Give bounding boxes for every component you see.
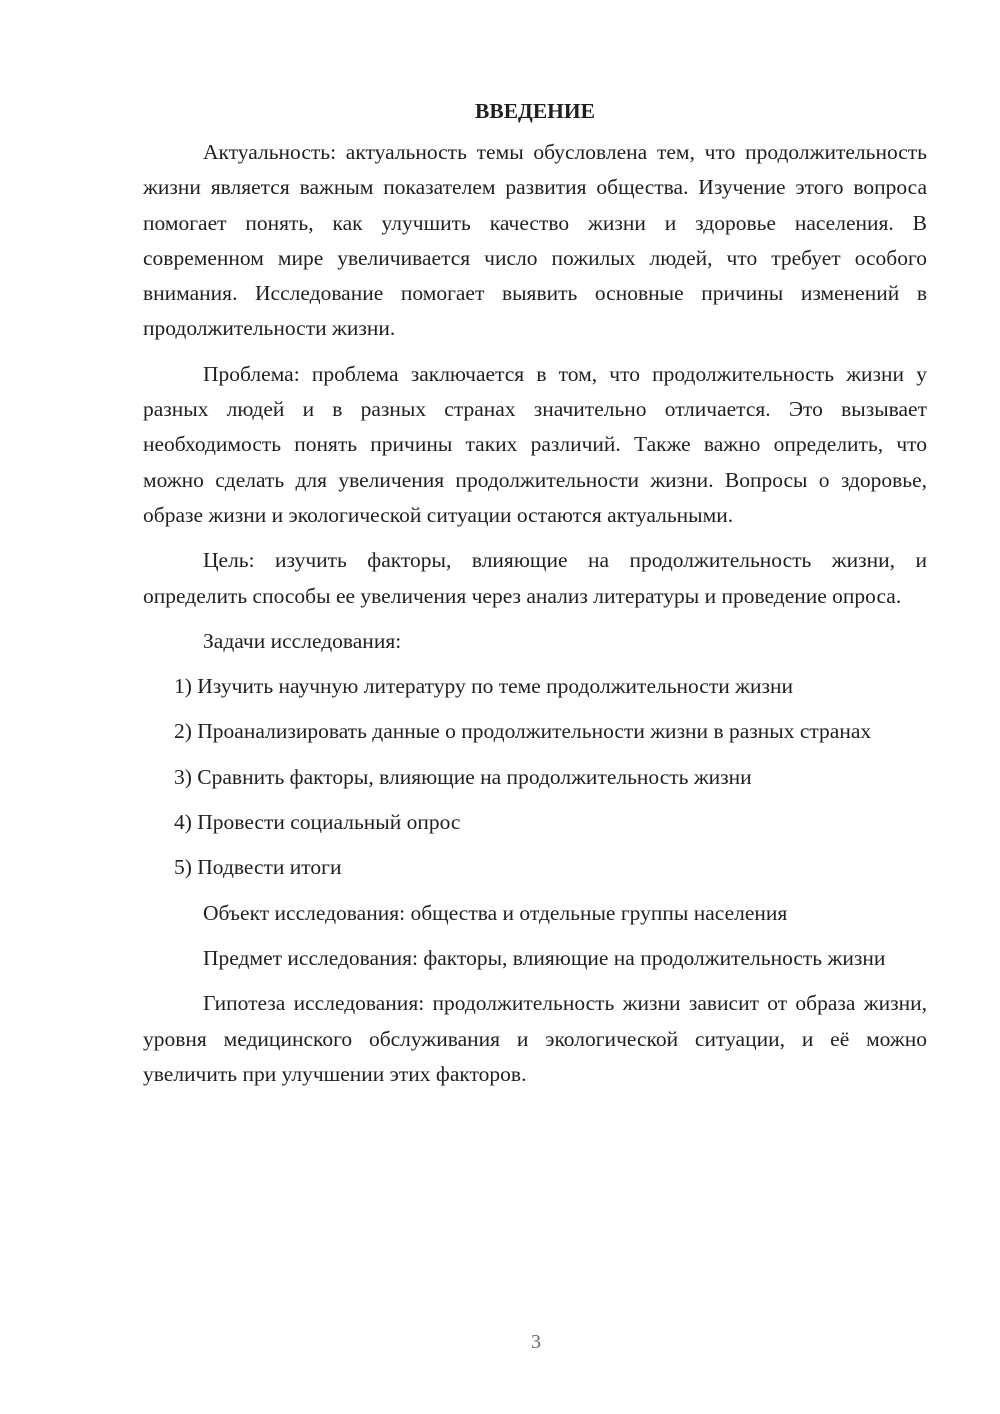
tasks-heading: Задачи исследования: [203,628,402,653]
section-title: ВВЕДЕНИЕ [475,99,595,123]
paragraph-problem: Проблема: проблема заключается в том, что продолжительность жизни у разных людей и в разных странах значительно отличается. Это вызывает необходимость понять причины таких различий. Также важно определить, что можно сделать для увеличения продолжительности жизни. Вопросы о здоровье, образе жизни и экологической ситуации остаются актуальными. [143,361,927,527]
list-item: 5) Подвести итоги [174,855,342,880]
paragraph-subject: Предмет исследования: факторы, влияющие на продолжительность жизни [203,945,886,970]
paragraph-goal: Цель: изучить факторы, влияющие на продолжительность жизни, и определить способы ее увеличения через анализ литературы и проведение опроса. [143,548,927,608]
paragraph-hypothesis: Гипотеза исследования: продолжительность жизни зависит от образа жизни, уровня медицинского обслуживания и экологической ситуации, и её можно увеличить при улучшении этих факторов. [143,991,927,1086]
list-item: 4) Провести социальный опрос [174,810,461,835]
page-number: 3 [531,1331,541,1353]
paragraph-relevance: Актуальность: актуальность темы обусловлена тем, что продолжительность жизни является важным показателем развития общества. Изучение этого вопроса помогает понять, как улучшить качество жизни и здоровье населения. В современном мире увеличивается число пожилых людей, что требует особого внимания. Исследование помогает выявить основные причины изменений в продолжительности жизни. [143,140,927,341]
list-item: 1) Изучить научную литературу по теме продолжительности жизни [174,674,793,699]
paragraph-object: Объект исследования: общества и отдельные группы населения [203,900,788,925]
page-body [143,94,927,1102]
list-item: 2) Проанализировать данные о продолжительности жизни в разных странах [174,719,872,744]
list-item: 3) Сравнить факторы, влияющие на продолжительность жизни [174,764,752,789]
tasks-list [143,669,927,885]
